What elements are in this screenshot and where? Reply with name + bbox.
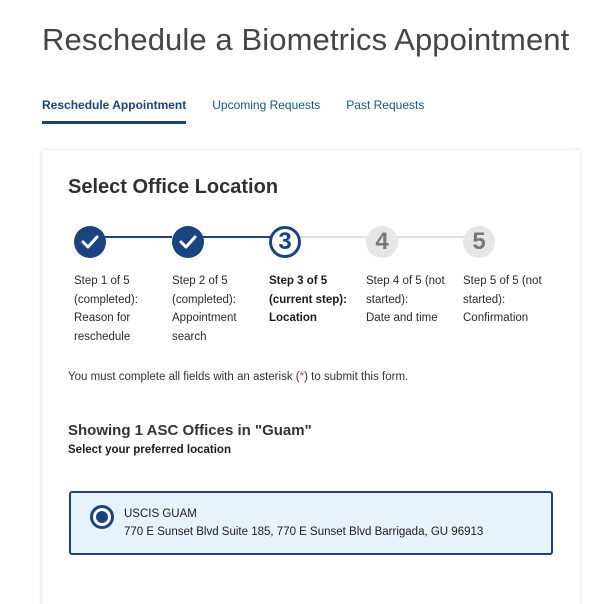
step-4-indicator	[366, 226, 398, 258]
step-2-label	[172, 272, 262, 346]
required-note-suffix: ) to submit this form.	[304, 371, 409, 383]
step-number: 3	[278, 228, 292, 255]
step-1-indicator	[74, 226, 106, 258]
step-number: 5	[472, 228, 486, 255]
step-label-line: Location	[269, 312, 317, 324]
required-fields-note	[68, 371, 408, 383]
step-label-line: Step 4 of 5 (not	[366, 275, 445, 287]
location-name: USCIS GUAM	[124, 508, 197, 520]
step-3-label	[269, 272, 359, 328]
step-label-line: Step 3 of 5	[269, 275, 328, 287]
results-subtitle: Select your preferred location	[68, 444, 231, 456]
checkmark-icon	[179, 235, 197, 249]
step-label-line: Confirmation	[463, 312, 529, 324]
step-label-line: started):	[366, 293, 409, 306]
step-5-label	[463, 272, 553, 328]
step-4-label	[366, 272, 456, 328]
required-note-prefix: You must complete all fields with an asterisk (	[68, 371, 300, 383]
step-label-line: Appointment	[172, 312, 237, 324]
step-label-line: Step 2 of 5	[172, 275, 228, 287]
section-title: Select Office Location	[68, 176, 279, 198]
step-label-line: (current step):	[269, 293, 347, 306]
tab-upcoming-requests[interactable]: Upcoming Requests	[212, 98, 321, 112]
progress-stepper	[42, 150, 580, 350]
radio-selected-icon[interactable]	[90, 505, 114, 529]
radio-dot	[96, 511, 108, 523]
step-1-label	[74, 272, 164, 346]
step-label-line: search	[172, 330, 207, 343]
step-label-line: Step 5 of 5 (not	[463, 275, 542, 287]
step-number: 4	[375, 228, 389, 255]
tab-past-requests[interactable]: Past Requests	[346, 98, 425, 112]
step-label-line: (completed):	[172, 293, 236, 306]
step-label-line: (completed):	[74, 293, 138, 306]
results-title: Showing 1 ASC Offices in "Guam"	[68, 422, 312, 439]
step-label-line: Step 1 of 5	[74, 275, 130, 287]
step-3-indicator	[269, 226, 301, 258]
tab-reschedule-appointment[interactable]: Reschedule Appointment	[42, 96, 186, 124]
step-label-line: reschedule	[74, 330, 131, 343]
step-2-indicator	[172, 226, 204, 258]
form-card	[42, 150, 580, 604]
step-5-indicator	[463, 226, 495, 258]
required-asterisk: *	[299, 371, 305, 383]
step-label-line: Date and time	[366, 312, 438, 324]
location-option-uscis-guam[interactable]	[69, 491, 553, 555]
page-title: Reschedule a Biometrics Appointment	[42, 22, 570, 57]
step-label-line: started):	[463, 293, 506, 306]
checkmark-icon	[81, 235, 99, 249]
location-address: 770 E Sunset Blvd Suite 185, 770 E Sunset Blvd Barrigada, GU 96913	[124, 526, 484, 538]
tab-bar	[42, 96, 450, 124]
step-label-line: Reason for	[74, 312, 131, 324]
